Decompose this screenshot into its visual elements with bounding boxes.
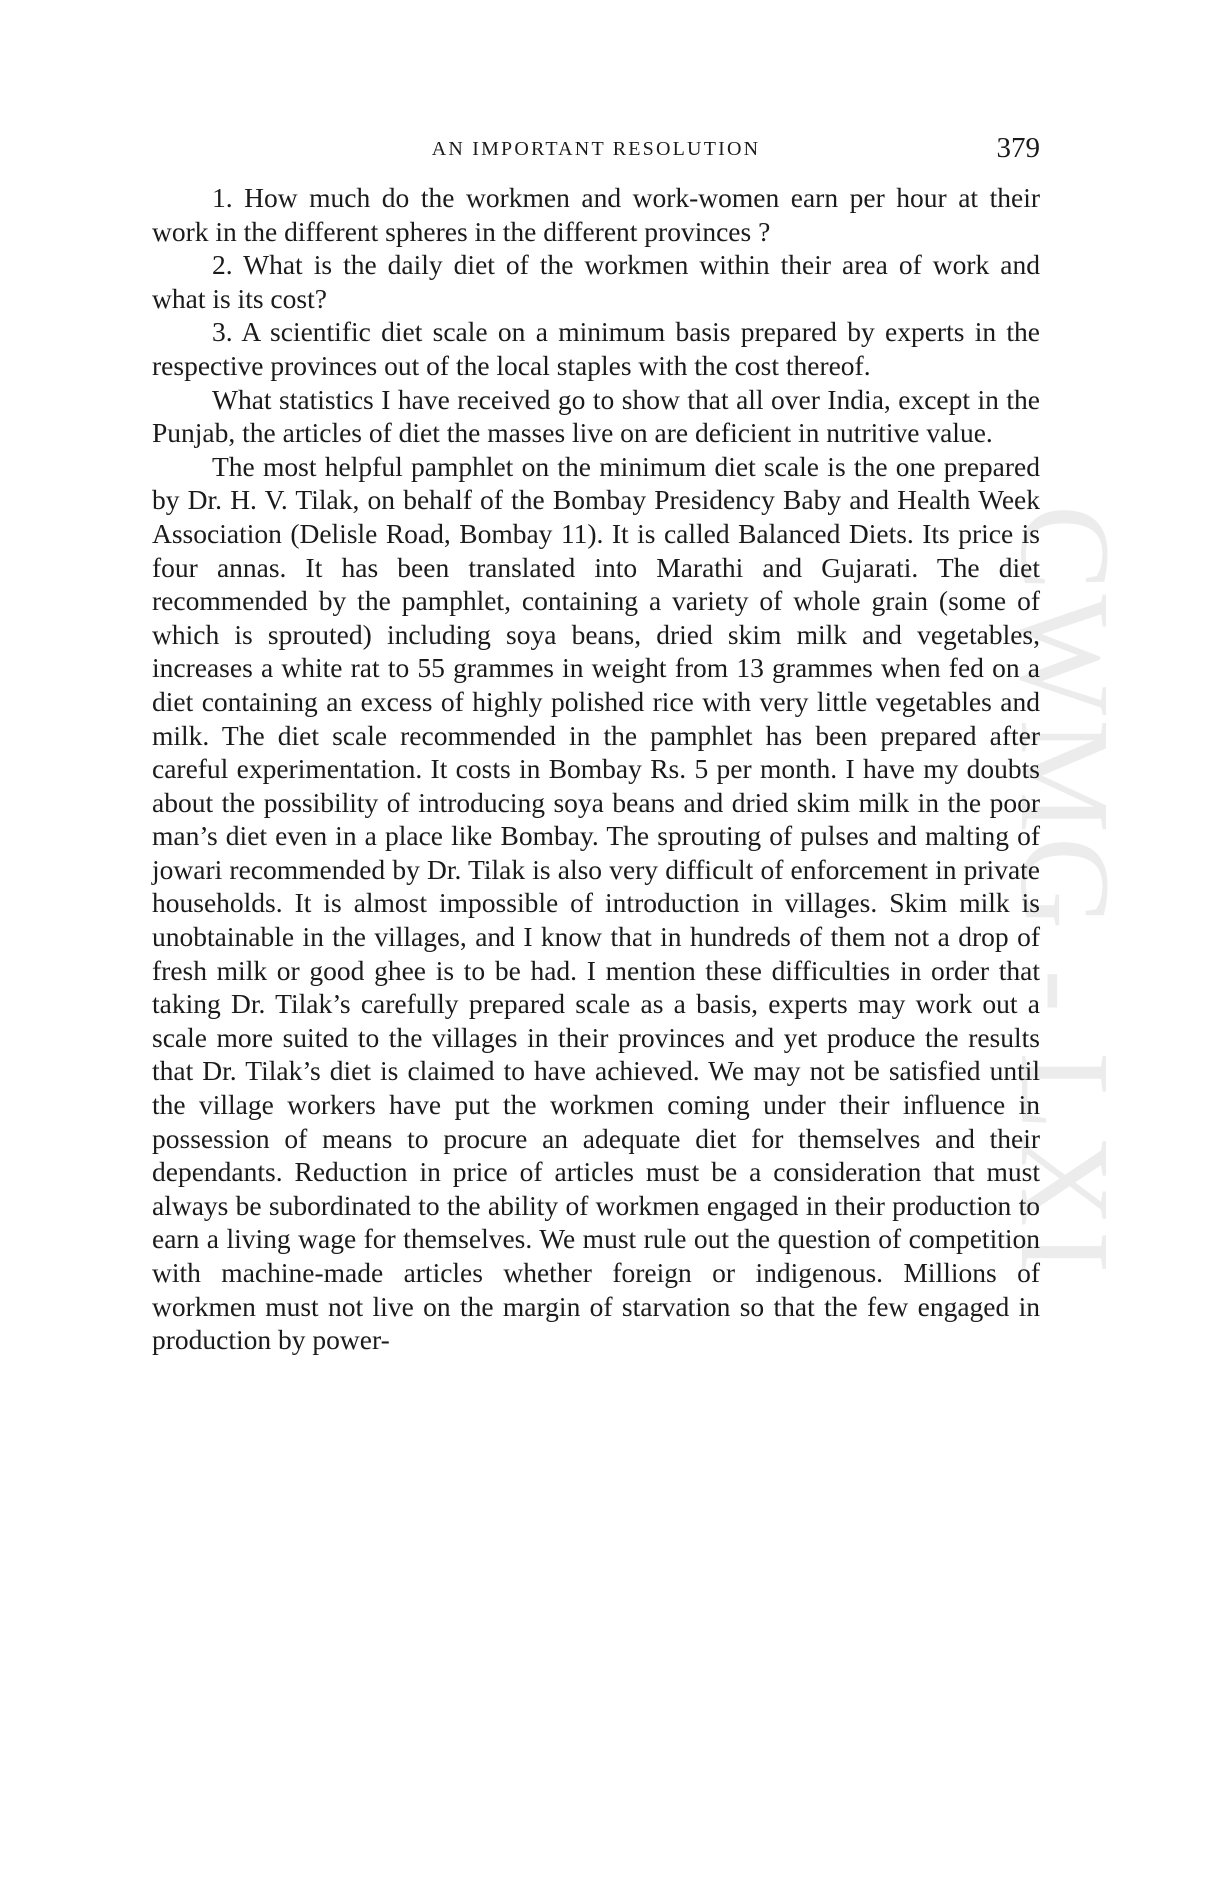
paragraph-question-3: 3. A scientific diet scale on a minimum basis prepared by experts in the respective provinces out of the local staples with the cost thereof. [152, 316, 1040, 381]
paragraph-statistics: What statistics I have received go to show that all over India, except in the Punjab, the articles of diet the masses live on are deficient in nutritive value. [152, 383, 1040, 449]
paragraph-question-1: 1. How much do the workmen and work-women earn per hour at their work in the different spheres in the different provinces ? [152, 182, 1040, 247]
paragraph-question-2: 2. What is the daily diet of the workmen within their area of work and what is its cost? [152, 249, 1040, 314]
page-number: 379 [996, 132, 1040, 164]
running-title: AN IMPORTANT RESOLUTION [431, 138, 761, 160]
body-text [152, 181, 1040, 1357]
page-header [152, 132, 1040, 172]
watermark-text: CWMG - LXI [994, 505, 1136, 1278]
paragraph-pamphlet: The most helpful pamphlet on the minimum diet scale is the one prepared by Dr. H. V. Tilak, on behalf of the Bombay Presidency Baby and Health Week Association (Delisle Road, Bombay 11). It is called Balanced Diets. Its price is four annas. It has been translated into Marathi and Gujarati. The diet recommended by the pamphlet, containing a variety of whole grain (some of which is sprouted) including soya beans, dried skim milk and vegetables, increases a white rat to 55 grammes in weight from 13 grammes when fed on a diet containing an excess of highly polished rice with very little vegetables and milk. The diet scale recommended in the pamphlet has been prepared after careful experimentation. It costs in Bombay Rs. 5 per month. I have my doubts about the possibility of introducing soya beans and dried skim milk in the poor man’s diet even in a place like Bombay. The sprouting of pulses and malting of jowari recommended by Dr. Tilak is also very difficult of enforcement in private households. It is almost impossible of introduction in villages. Skim milk is unobtainable in the villages, and I know that in hundreds of them not a drop of fresh milk or good ghee is to be had. I mention these difficulties in order that taking Dr. Tilak’s carefully prepared scale as a basis, experts may work out a scale more suited to the villages in their provinces and yet produce the results that Dr. Tilak’s diet is claimed to have achieved. We may not be satisfied until the village workers have put the workmen coming under their influence in possession of means to procure an adequate diet for themselves and their dependants. Reduction in price of articles must be a consideration that must always be subordinated to the ability of workmen engaged in their production to earn a living wage for themselves. We must rule out the question of competition with machine-made articles whether foreign or indigenous. Millions of workmen must not live on the margin of starvation so that the few engaged in production by power- [152, 450, 1040, 1356]
